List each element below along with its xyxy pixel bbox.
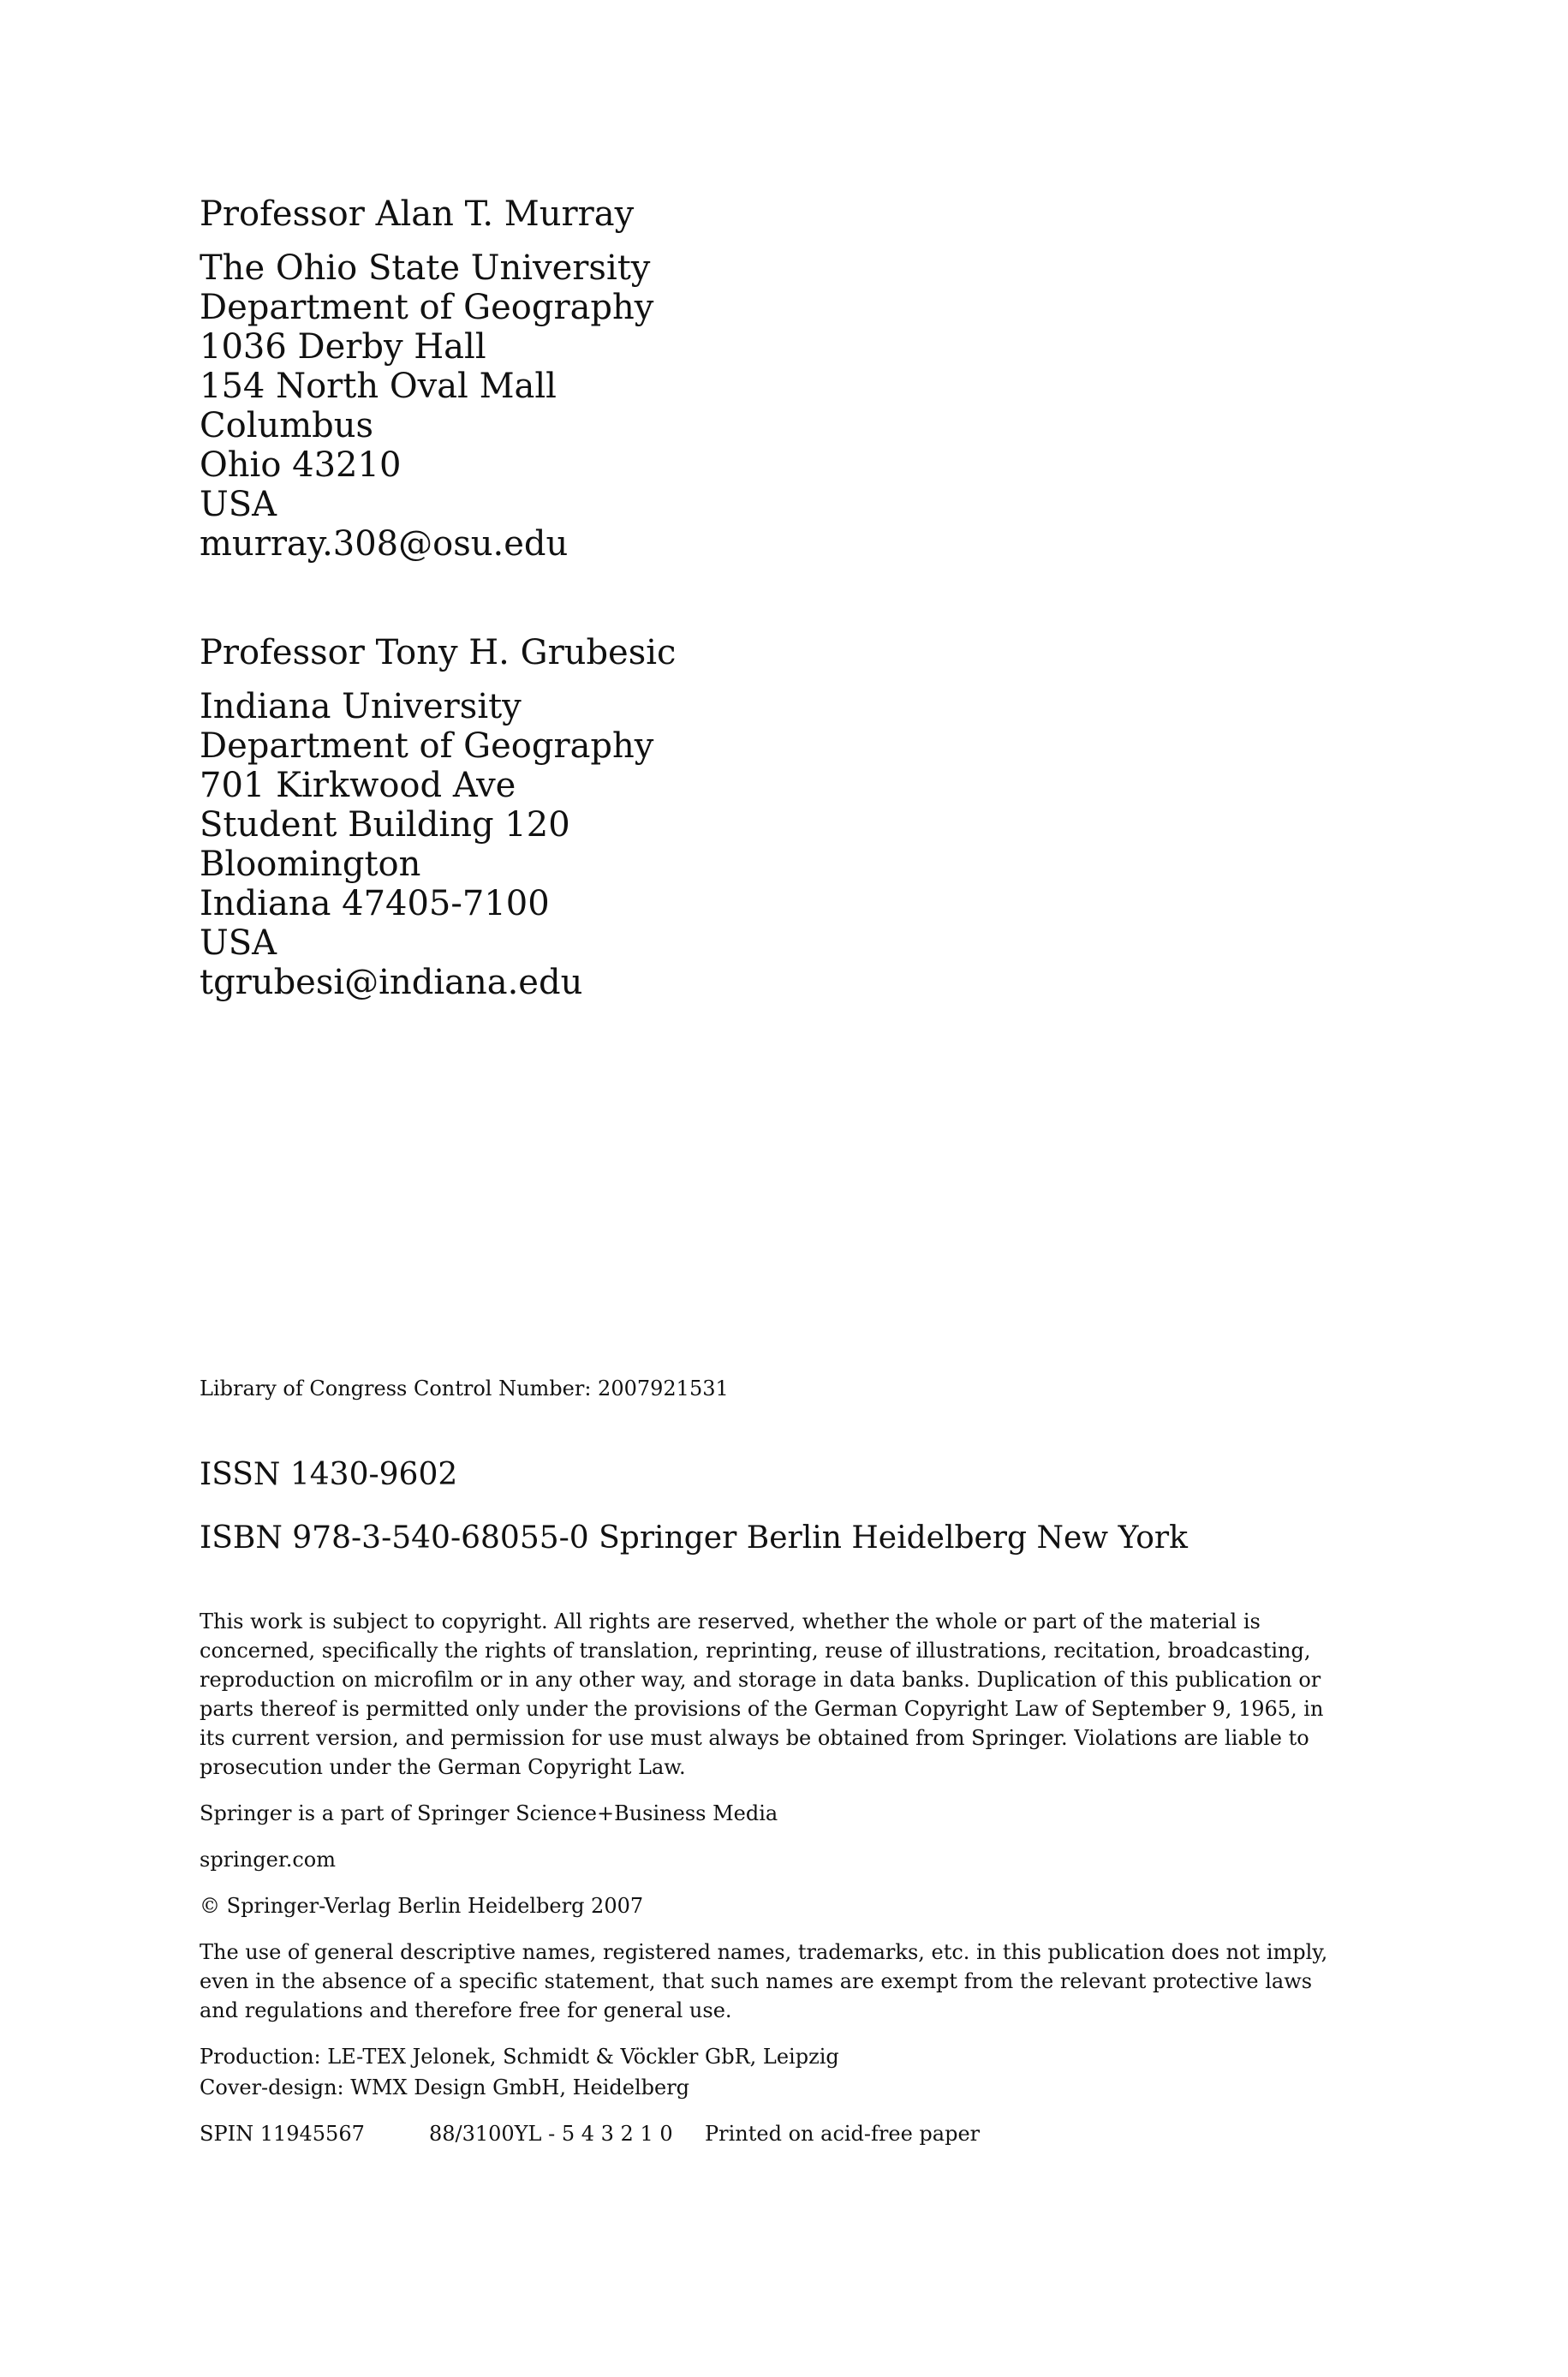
- cover-design-credit: Cover-design: WMX Design GmbH, Heidelberg: [200, 2075, 690, 2099]
- address-line: Indiana 47405-7100: [200, 884, 550, 923]
- springer-part-line: Springer is a part of Springer Science+Business Media: [200, 1801, 778, 1825]
- spin-number: SPIN 11945567: [200, 2122, 365, 2146]
- address-line: 1036 Derby Hall: [200, 327, 486, 367]
- address-line: Bloomington: [200, 845, 421, 884]
- legal-section: [200, 1607, 1330, 2148]
- address-line: Department of Geography: [200, 288, 654, 327]
- trademark-notice: The use of general descriptive names, registered names, trademarks, etc. in this publication does not imply, even in the absence of a specific statement, that such names are exempt from the relevant protective laws and regulations and therefore free for general use.: [200, 1940, 1328, 2022]
- print-info-row: [200, 2119, 1330, 2148]
- lccn: Library of Congress Control Number: 2007921531: [200, 1377, 729, 1401]
- issn: ISSN 1430-9602: [200, 1457, 458, 1492]
- address-line: Columbus: [200, 406, 374, 445]
- author-name: Professor Alan T. Murray: [200, 194, 635, 234]
- address-line: 154 North Oval Mall: [200, 367, 557, 406]
- copyright-notice: This work is subject to copyright. All rights are reserved, whether the whole or part of the material is concerned, specifically the rights of translation, reprinting, reuse of illustrations, recitation, broadcasting, reproduction on microfilm or in any other way, and storage in data banks. Duplication of this publication or parts thereof is permitted only under the provisions of the German Copyright Law of September 9, 1965, in its current version, and permission for use must always be obtained from Springer. Violations are liable to prosecution under the German Copyright Law.: [200, 1610, 1324, 1779]
- print-code: 88/3100YL - 5 4 3 2 1 0: [429, 2122, 673, 2146]
- production-credit: Production: LE-TEX Jelonek, Schmidt & Vöckler GbR, Leipzig: [200, 2045, 839, 2069]
- email: tgrubesi@indiana.edu: [200, 963, 583, 1002]
- address-line: Ohio 43210: [200, 445, 402, 485]
- copyright-line: © Springer-Verlag Berlin Heidelberg 2007: [200, 1894, 644, 1918]
- address-line: Student Building 120: [200, 805, 570, 845]
- author-block-grubesic: [200, 632, 970, 1002]
- address-line: USA: [200, 485, 277, 524]
- author-name: Professor Tony H. Grubesic: [200, 633, 677, 672]
- author-block-murray: [200, 194, 970, 564]
- address-line: USA: [200, 923, 277, 963]
- address-line: 701 Kirkwood Ave: [200, 766, 516, 805]
- address-line: Indiana University: [200, 687, 522, 726]
- website: springer.com: [200, 1848, 336, 1872]
- email: murray.308@osu.edu: [200, 524, 569, 564]
- address-line: Department of Geography: [200, 726, 654, 766]
- isbn: ISBN 978-3-540-68055-0 Springer Berlin Heidelberg New York: [200, 1520, 1188, 1556]
- paper-note: Printed on acid-free paper: [705, 2122, 981, 2146]
- address-line: The Ohio State University: [200, 248, 651, 288]
